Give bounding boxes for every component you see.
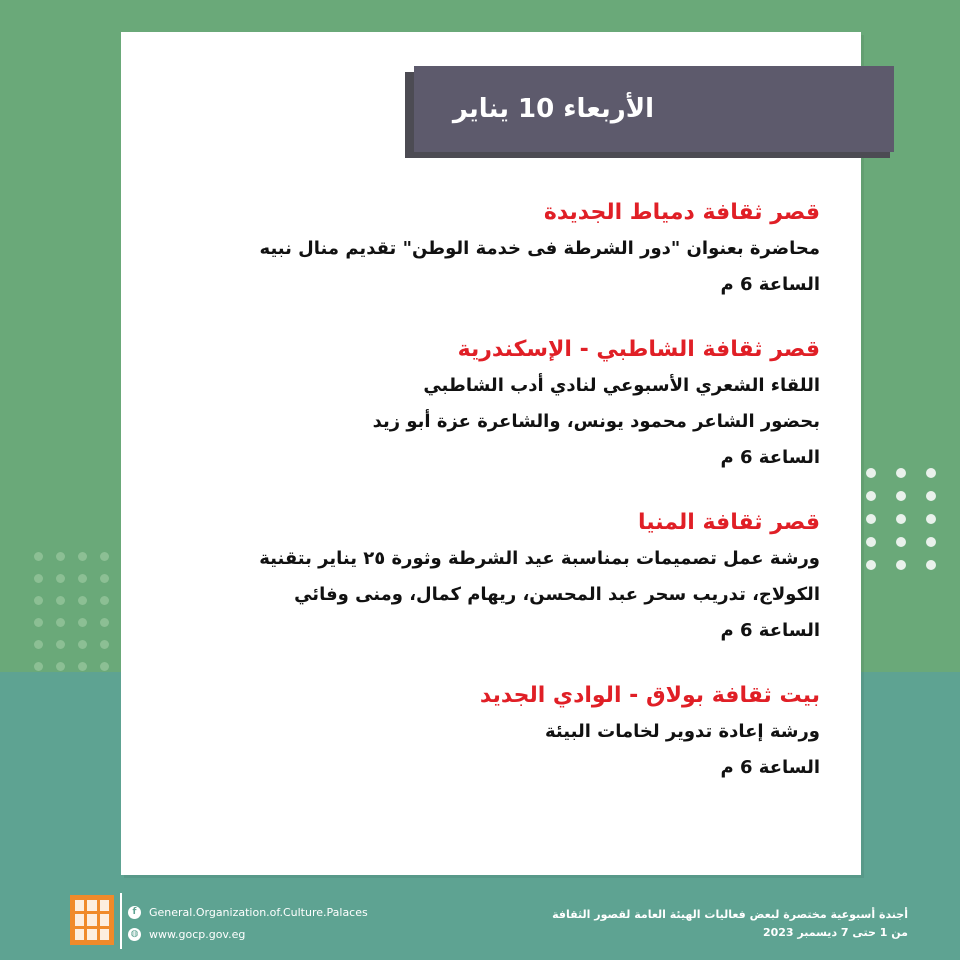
venue-title: قصر ثقافة المنيا — [638, 510, 820, 535]
event-description: اللقاء الشعري الأسبوعي لنادي أدب الشاطبي — [423, 375, 820, 396]
date-label: الأربعاء 10 يناير — [452, 94, 654, 124]
event-item — [240, 505, 820, 649]
agenda-title: أجندة أسبوعية مختصرة لبعض فعاليات الهيئة العامة لقصور الثقافة — [552, 908, 908, 921]
website-contact[interactable] — [128, 925, 368, 943]
event-description: ورشة عمل تصميمات بمناسبة عيد الشرطة وثورة ٢٥ يناير بتقنية — [259, 548, 820, 569]
facebook-page-label: General.Organization.of.Culture.Palaces — [149, 905, 368, 919]
event-time: الساعة 6 م — [720, 447, 820, 468]
event-item — [240, 195, 820, 303]
event-description: الكولاج، تدريب سحر عبد المحسن، ريهام كمال، ومنى وفائي — [294, 584, 820, 605]
events-list — [240, 195, 820, 815]
venue-title: قصر ثقافة دمياط الجديدة — [543, 200, 820, 225]
facebook-contact[interactable] — [128, 903, 368, 921]
event-description: بحضور الشاعر محمود يونس، والشاعرة عزة أبو زيد — [372, 411, 820, 432]
venue-title: بيت ثقافة بولاق - الوادي الجديد — [479, 683, 820, 708]
decorative-dots-right — [866, 468, 936, 570]
event-time: الساعة 6 م — [720, 620, 820, 641]
event-time: الساعة 6 م — [720, 274, 820, 295]
footer-contacts — [128, 903, 368, 947]
facebook-icon: f — [128, 906, 141, 919]
event-item — [240, 332, 820, 476]
event-description: محاضرة بعنوان "دور الشرطة فى خدمة الوطن" تقديم منال نبيه — [259, 238, 820, 259]
decorative-dots-left — [34, 552, 109, 671]
event-time: الساعة 6 م — [720, 757, 820, 778]
website-label: www.gocp.gov.eg — [149, 927, 246, 941]
venue-title: قصر ثقافة الشاطبي - الإسكندرية — [457, 337, 820, 362]
gocp-logo — [70, 895, 114, 945]
footer-divider — [120, 893, 122, 949]
event-item — [240, 678, 820, 786]
event-description: ورشة إعادة تدوير لخامات البيئة — [545, 721, 820, 742]
date-banner — [414, 66, 894, 152]
agenda-dates: من 1 حتى 7 ديسمبر 2023 — [762, 926, 908, 939]
agenda-caption — [552, 906, 908, 942]
globe-icon: ◍ — [128, 928, 141, 941]
